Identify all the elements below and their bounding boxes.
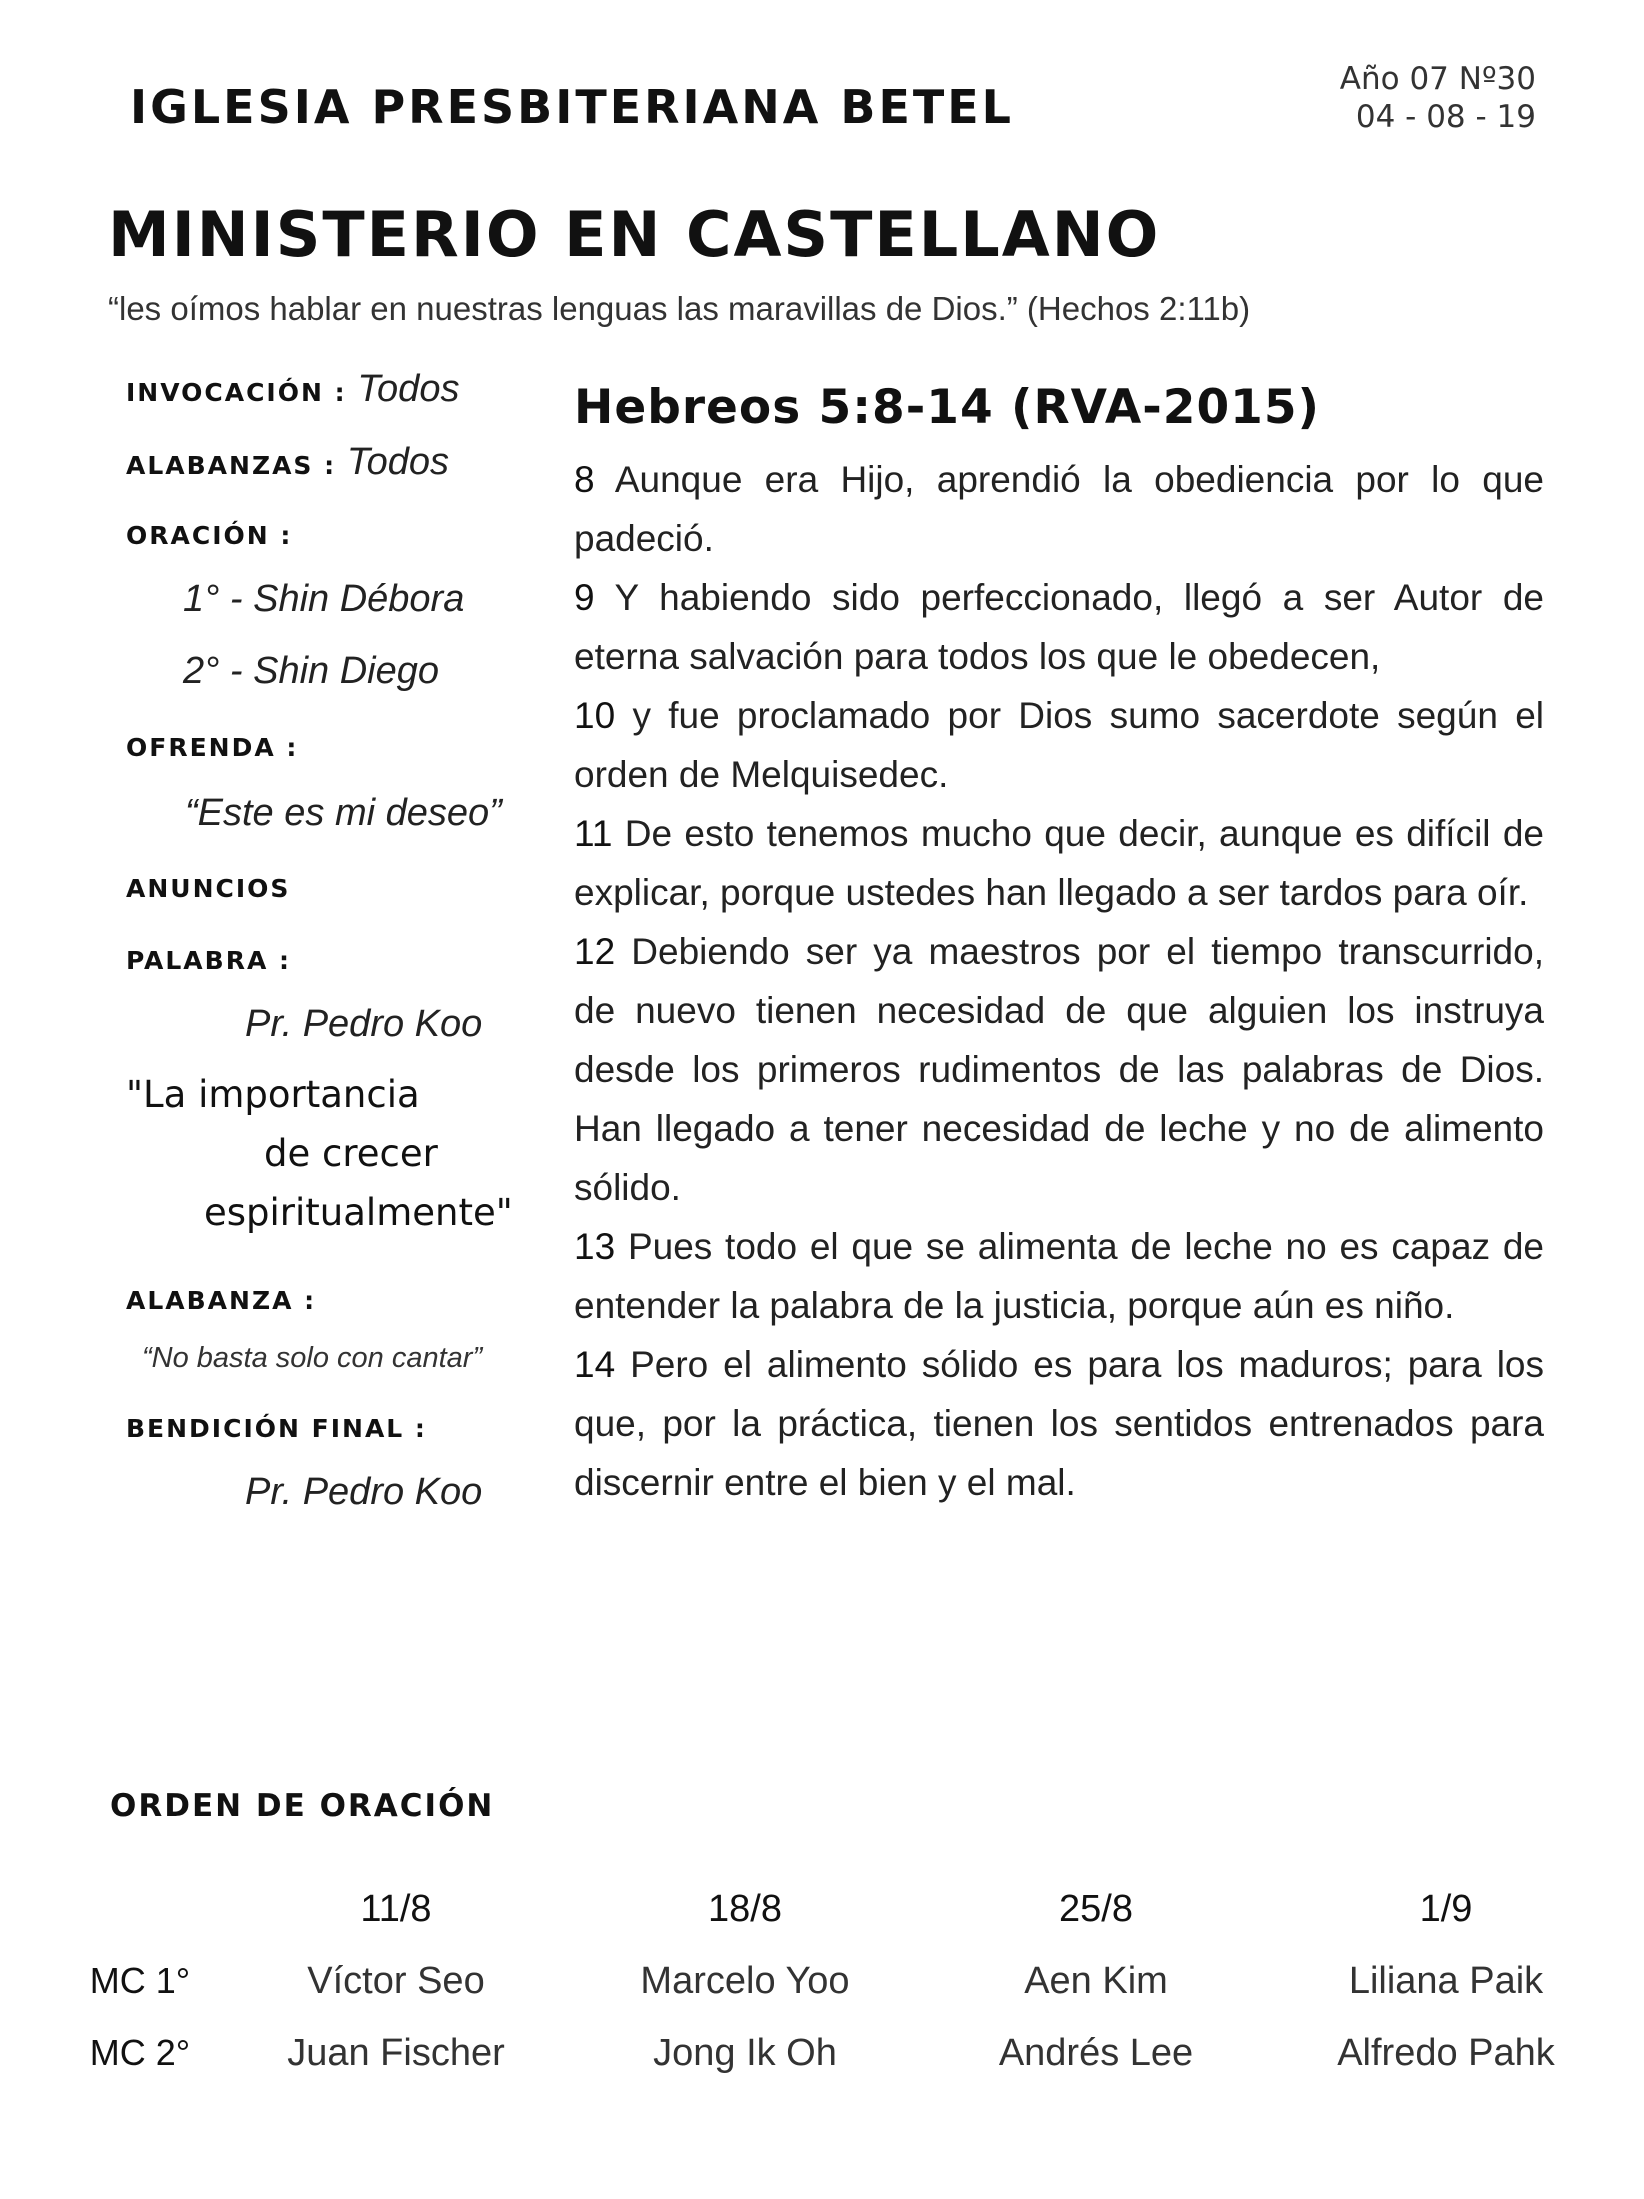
sermon-title-line3: espiritualmente"	[204, 1191, 513, 1234]
ofrenda-label: OFRENDA :	[126, 733, 299, 762]
verse-number: 13	[574, 1226, 616, 1267]
verse-9	[574, 568, 1544, 686]
prayer-row-label: MC 1°	[89, 1960, 191, 2001]
bendicion-label: BENDICIÓN FINAL :	[126, 1414, 427, 1443]
oracion-first: 1° - Shin Débora	[183, 578, 465, 620]
verse-number: 12	[574, 931, 616, 972]
prayer-name: Jong Ik Oh	[653, 2032, 837, 2074]
verse-8	[574, 450, 1544, 568]
prayer-name: Víctor Seo	[307, 1960, 485, 2002]
alabanzas-row	[126, 441, 449, 484]
anuncios-label: ANUNCIOS	[126, 874, 291, 903]
verse-number: 11	[574, 813, 613, 854]
prayer-order-title: ORDEN DE ORACIÓN	[110, 1788, 495, 1824]
invocacion-label: INVOCACIÓN :	[126, 378, 347, 407]
issue-info	[1340, 60, 1536, 136]
scripture-text	[574, 450, 1544, 1512]
sermon-title-line1: "La importancia	[126, 1073, 420, 1116]
prayer-name: Alfredo Pahk	[1337, 2032, 1555, 2074]
ofrenda-value: “Este es mi deseo”	[185, 792, 502, 834]
issue-date: 04 - 08 - 19	[1355, 99, 1536, 135]
verse-number: 14	[574, 1344, 616, 1385]
verse-number: 9	[574, 577, 595, 618]
prayer-name: Andrés Lee	[998, 2032, 1194, 2074]
verse-12	[574, 922, 1544, 1217]
prayer-date: 18/8	[708, 1888, 782, 1930]
oracion-label: ORACIÓN :	[126, 521, 293, 550]
verse-text: Y habiendo sido perfeccionado, llegó a ser Autor de eterna salvación para todos los que le obedecen,	[574, 577, 1544, 677]
prayer-name: Marcelo Yoo	[640, 1960, 850, 2002]
alabanza-value: “No basta solo con cantar”	[142, 1342, 483, 1374]
invocacion-value: Todos	[357, 368, 460, 410]
oracion-second: 2° - Shin Diego	[183, 650, 439, 692]
verse-number: 10	[574, 695, 616, 736]
alabanzas-value: Todos	[346, 441, 449, 483]
sermon-title-line2: de crecer	[264, 1132, 438, 1175]
verse-text: Pues todo el que se alimenta de leche no es capaz de entender la palabra de la justicia, porque aún es niño.	[574, 1226, 1544, 1326]
scripture-title: Hebreos 5:8-14 (RVA-2015)	[574, 380, 1321, 435]
prayer-name: Juan Fischer	[287, 2032, 505, 2074]
prayer-date: 1/9	[1419, 1888, 1473, 1930]
invocacion-row	[126, 368, 459, 411]
ministry-title: MINISTERIO EN CASTELLANO	[108, 198, 1161, 271]
prayer-date: 11/8	[360, 1888, 432, 1930]
header-verse: “les oímos hablar en nuestras lenguas las maravillas de Dios.” (Hechos 2:11b)	[108, 290, 1251, 327]
verse-number: 8	[574, 459, 595, 500]
palabra-label: PALABRA :	[126, 946, 292, 975]
palabra-preacher: Pr. Pedro Koo	[245, 1003, 483, 1045]
church-name: IGLESIA PRESBITERIANA BETEL	[130, 80, 1014, 134]
verse-11	[574, 804, 1544, 922]
verse-text: Pero el alimento sólido es para los maduros; para los que, por la práctica, tienen los sentidos entrenados para discernir entre el bien y el mal.	[574, 1344, 1544, 1503]
verse-text: Aunque era Hijo, aprendió la obediencia por lo que padeció.	[574, 459, 1544, 559]
verse-text: Debiendo ser ya maestros por el tiempo transcurrido, de nuevo tienen necesidad de que alguien los instruya desde los primeros rudimentos de las palabras de Dios. Han llegado a tener necesidad de leche y no de alimento sólido.	[574, 931, 1544, 1208]
alabanza-label: ALABANZA :	[126, 1286, 317, 1315]
alabanzas-label: ALABANZAS :	[126, 451, 337, 480]
verse-text: y fue proclamado por Dios sumo sacerdote según el orden de Melquisedec.	[574, 695, 1544, 795]
verse-text: De esto tenemos mucho que decir, aunque es difícil de explicar, porque ustedes han llegado a ser tardos para oír.	[574, 813, 1544, 913]
prayer-date: 25/8	[1059, 1888, 1133, 1930]
verse-14	[574, 1335, 1544, 1512]
bendicion-value: Pr. Pedro Koo	[245, 1471, 483, 1513]
prayer-name: Liliana Paik	[1348, 1960, 1544, 2002]
prayer-row-label: MC 2°	[89, 2032, 191, 2073]
issue-number: Año 07 Nº30	[1339, 61, 1536, 97]
prayer-name: Aen Kim	[1024, 1960, 1168, 2002]
verse-10	[574, 686, 1544, 804]
verse-13	[574, 1217, 1544, 1335]
